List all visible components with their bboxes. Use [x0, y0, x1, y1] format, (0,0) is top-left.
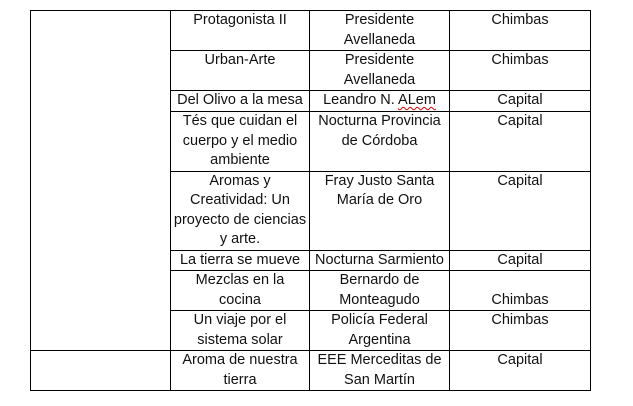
project-cell: La tierra se mueve — [171, 250, 310, 271]
school-cell: Presidente Avellaneda — [310, 51, 450, 91]
projects-table — [30, 10, 591, 391]
school-cell: Policía Federal Argentina — [310, 311, 450, 351]
project-cell: Un viaje por el sistema solar — [171, 311, 310, 351]
table-row — [31, 351, 591, 391]
department-cell: Capital — [450, 91, 591, 112]
department-cell: Capital — [450, 112, 591, 172]
project-cell: Mezclas en la cocina — [171, 271, 310, 311]
school-cell: Presidente Avellaneda — [310, 11, 450, 51]
table-row — [31, 11, 591, 51]
school-cell — [310, 91, 450, 112]
department-cell: Capital — [450, 171, 591, 250]
project-cell: Urban-Arte — [171, 51, 310, 91]
school-cell: Fray Justo Santa María de Oro — [310, 171, 450, 250]
project-cell: Protagonista II — [171, 11, 310, 51]
project-cell: Tés que cuidan el cuerpo y el medio ambiente — [171, 112, 310, 172]
project-cell: Del Olivo a la mesa — [171, 91, 310, 112]
school-cell: EEE Merceditas de San Martín — [310, 351, 450, 391]
department-cell: Capital — [450, 351, 591, 391]
school-cell: Nocturna Provincia de Córdoba — [310, 112, 450, 172]
school-text: Leandro N. — [323, 92, 399, 108]
department-cell: Chimbas — [450, 271, 591, 311]
group-cell — [31, 351, 171, 391]
spellcheck-flagged-word: ALem — [398, 92, 436, 108]
department-cell: Capital — [450, 250, 591, 271]
department-cell: Chimbas — [450, 51, 591, 91]
project-cell: Aromas y Creatividad: Un proyecto de ciencias y arte. — [171, 171, 310, 250]
school-cell: Nocturna Sarmiento — [310, 250, 450, 271]
department-cell: Chimbas — [450, 11, 591, 51]
school-cell: Bernardo de Monteagudo — [310, 271, 450, 311]
project-cell: Aroma de nuestra tierra — [171, 351, 310, 391]
group-cell — [31, 11, 171, 351]
department-cell: Chimbas — [450, 311, 591, 351]
